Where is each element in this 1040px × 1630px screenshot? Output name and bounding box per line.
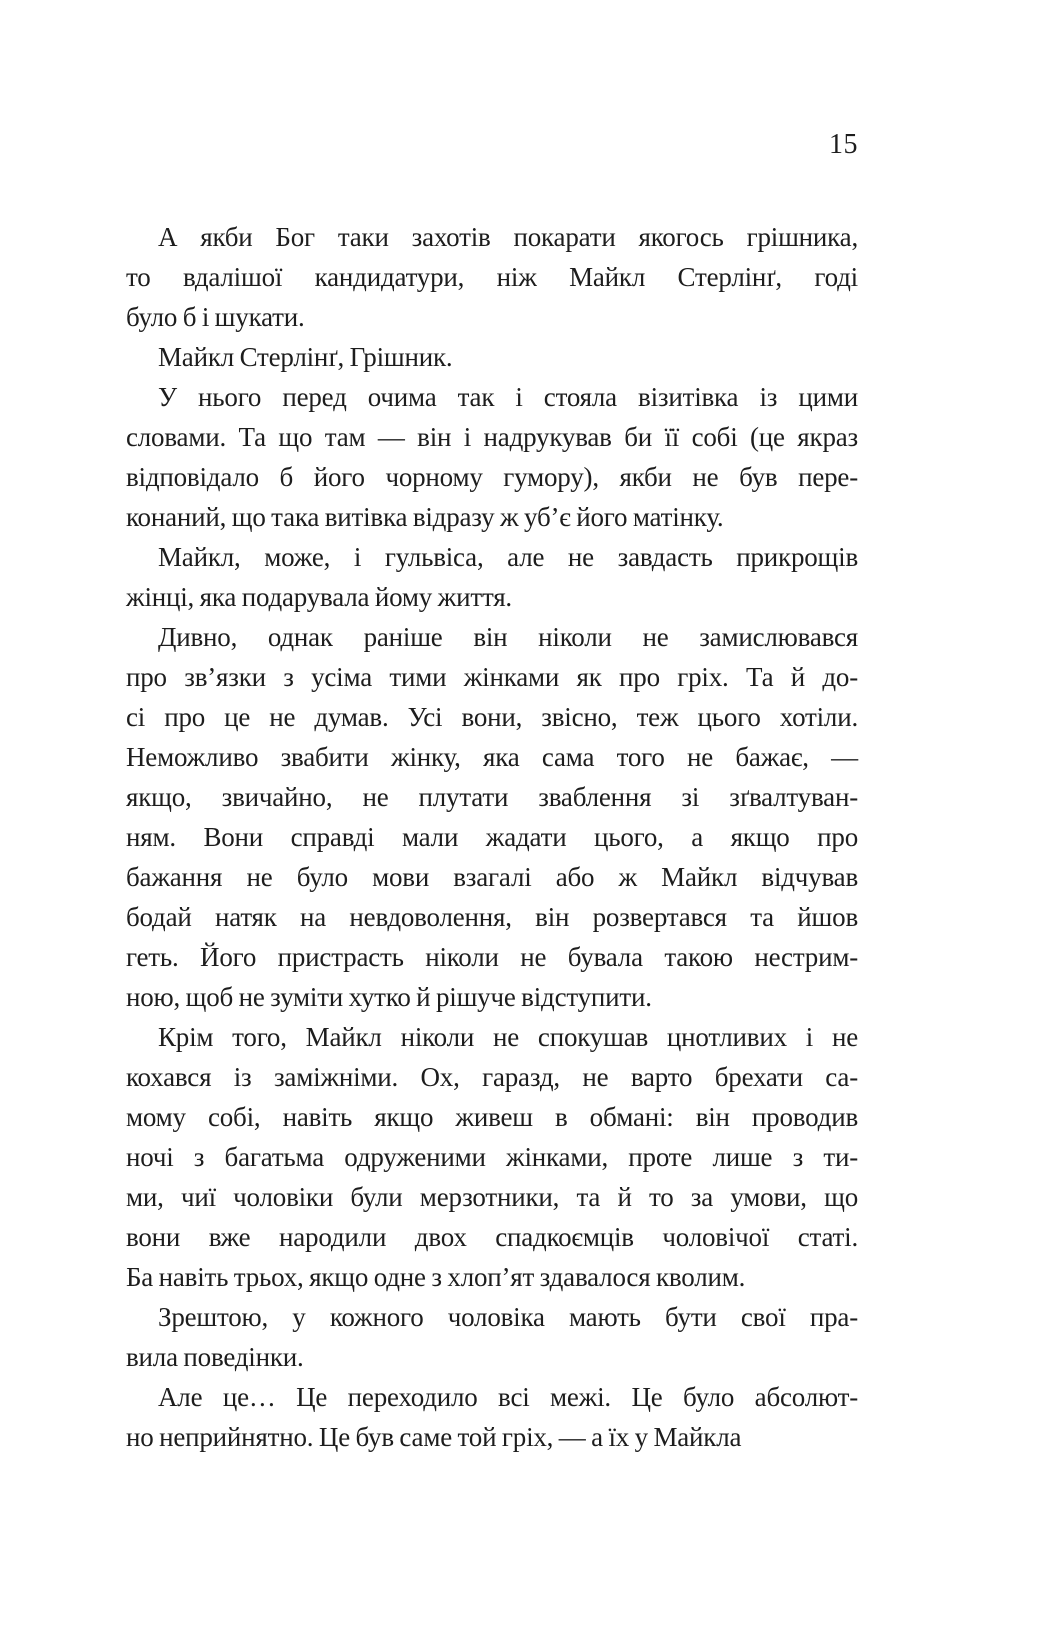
text-line: Зрештою, у кожного чоловіка мають бути свої пра-	[158, 1302, 858, 1332]
text-line: ми, чиї чоловіки були мерзотники, та й то за умови, що	[126, 1182, 858, 1212]
text-line: жінці, яка подарувала йому життя.	[126, 582, 512, 612]
text-line: конаний, що така витівка відразу ж уб’є його матінку.	[126, 502, 724, 532]
text-line: геть. Його пристрасть ніколи не бувала такою нестрим-	[126, 942, 858, 972]
text-line: бажання не було мови взагалі або ж Майкл відчував	[126, 862, 858, 892]
text-line: було б і шукати.	[126, 302, 305, 332]
text-line: Крім того, Майкл ніколи не спокушав цнотливих і не	[158, 1022, 858, 1052]
text-line: то вдалішої кандидатури, ніж Майкл Стерлінґ, годі	[126, 262, 858, 292]
text-line: бодай натяк на невдоволення, він розвертався та йшов	[126, 902, 858, 932]
text-line: мому собі, навіть якщо живеш в обмані: він проводив	[126, 1102, 858, 1132]
paragraph	[126, 337, 858, 377]
text-line: кохався із заміжніми. Ох, гаразд, не варто брехати са-	[126, 1062, 858, 1092]
text-line: якщо, звичайно, не плутати зваблення зі зґвалтуван-	[126, 782, 858, 812]
text-line: вила поведінки.	[126, 1342, 304, 1372]
text-line: сі про це не думав. Усі вони, звісно, теж цього хотіли.	[126, 702, 858, 732]
page-text	[126, 217, 858, 1457]
text-line: А якби Бог таки захотів покарати якогось грішника,	[158, 222, 858, 252]
text-line: Майкл, може, і гульвіса, але не завдасть прикрощів	[158, 542, 858, 572]
text-line: Але це… Це переходило всі межі. Це було абсолют-	[158, 1382, 858, 1412]
paragraph	[126, 537, 858, 617]
text-line: ною, щоб не зуміти хутко й рішуче відступити.	[126, 982, 652, 1012]
paragraph	[126, 217, 858, 337]
text-line: Дивно, однак раніше він ніколи не замислювався	[158, 622, 858, 652]
text-line: Майкл Стерлінґ, Грішник.	[158, 342, 453, 372]
text-line: но неприйнятно. Це був саме той гріх, — а їх у Майкла	[126, 1422, 742, 1452]
text-line: ночі з багатьма одруженими жінками, проте лише з ти-	[126, 1142, 858, 1172]
paragraph	[126, 377, 858, 537]
text-line: про зв’язки з усіма тими жінками як про гріх. Та й до-	[126, 662, 858, 692]
text-line: словами. Та що там — він і надрукував би її собі (це якраз	[126, 422, 858, 452]
paragraph	[126, 1297, 858, 1377]
text-line: вони вже народили двох спадкоємців чоловічої статі.	[126, 1222, 858, 1252]
paragraph	[126, 617, 858, 1017]
paragraph	[126, 1017, 858, 1297]
text-line: відповідало б його чорному гумору), якби не був пере-	[126, 462, 858, 492]
text-line: ням. Вони справді мали жадати цього, а якщо про	[126, 822, 858, 852]
text-line: У нього перед очима так і стояла візитівка із цими	[158, 382, 858, 412]
paragraph	[126, 1377, 858, 1457]
page-number: 15	[829, 129, 858, 160]
text-line: Неможливо звабити жінку, яка сама того не бажає, —	[126, 742, 858, 772]
text-line: Ба навіть трьох, якщо одне з хлоп’ят здавалося кволим.	[126, 1262, 746, 1292]
